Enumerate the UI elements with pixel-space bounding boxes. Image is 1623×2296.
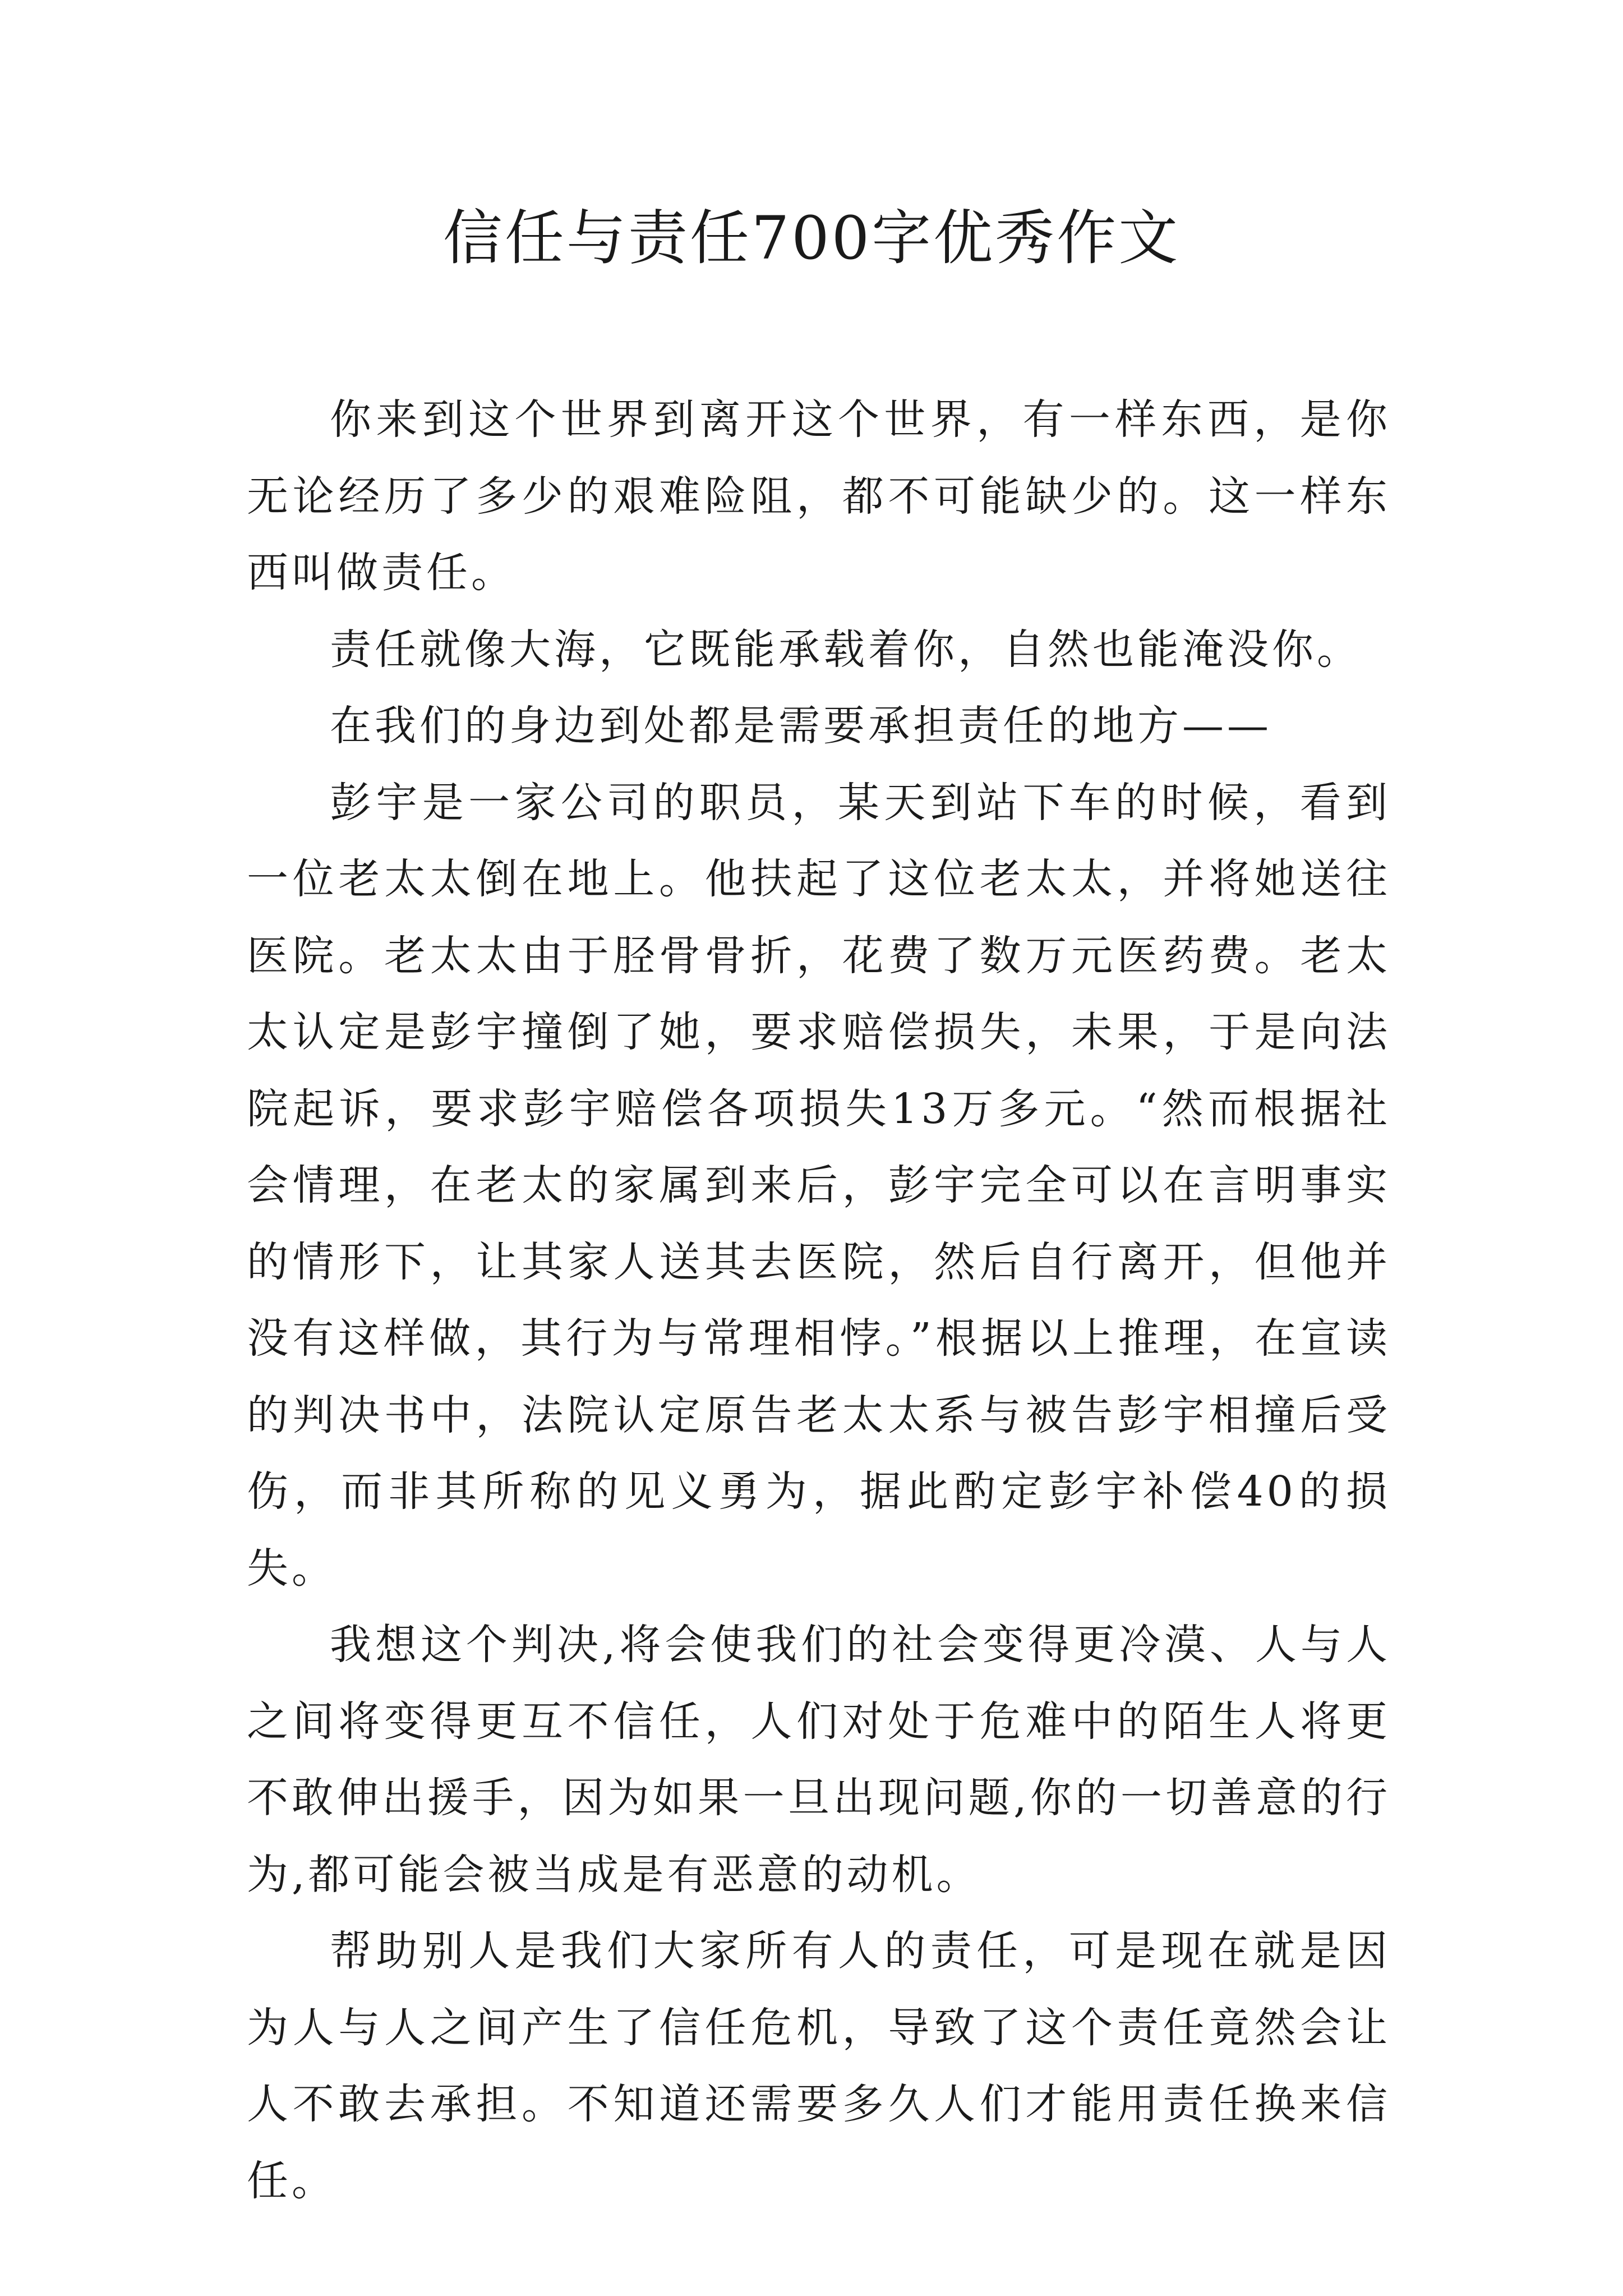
document-title: 信任与责任700字优秀作文 — [442, 204, 1181, 273]
paragraph-6: 帮助别人是我们大家所有人的责任，可是现在就是因为人与人之间产生了信任危机，导致了这个责任竟然会让人不敢去承担。不知道还需要多久人们才能用责任换来信任。 — [247, 1927, 1391, 2205]
paragraph-2: 责任就像大海，它既能承载着你，自然也能淹没你。 — [330, 625, 1362, 674]
paragraph-5: 我想这个判决,将会使我们的社会变得更冷漠、人与人之间将变得更互不信任，人们对处于危难中的陌生人将更不敢伸出援手，因为如果一旦出现问题,你的一切善意的行为,都可能会被当成是有恶意的动机。 — [247, 1621, 1391, 1899]
document-body — [247, 381, 1391, 2219]
paragraph-3: 在我们的身边到处都是需要承担责任的地方—— — [330, 702, 1272, 750]
paragraph-4: 彭宇是一家公司的职员，某天到站下车的时候，看到一位老太太倒在地上。他扶起了这位老太太，并将她送往医院。老太太由于胫骨骨折，花费了数万元医药费。老太太认定是彭宇撞倒了她，要求赔偿损失，未果，于是向法院起诉，要求彭宇赔偿各项损失13万多元。“然而根据社会情理，在老太的家属到来后，彭宇完全可以在言明事实的情形下，让其家人送其去医院，然后自行离开，但他并没有这样做，其行为与常理相悖。”根据以上推理，在宣读的判决书中，法院认定原告老太太系与被告彭宇相撞后受伤，而非其所称的见义勇为，据此酌定彭宇补偿40的损失。 — [247, 778, 1391, 1593]
paragraph-1: 你来到这个世界到离开这个世界，有一样东西，是你无论经历了多少的艰难险阻，都不可能缺少的。这一样东西叫做责任。 — [247, 395, 1391, 597]
